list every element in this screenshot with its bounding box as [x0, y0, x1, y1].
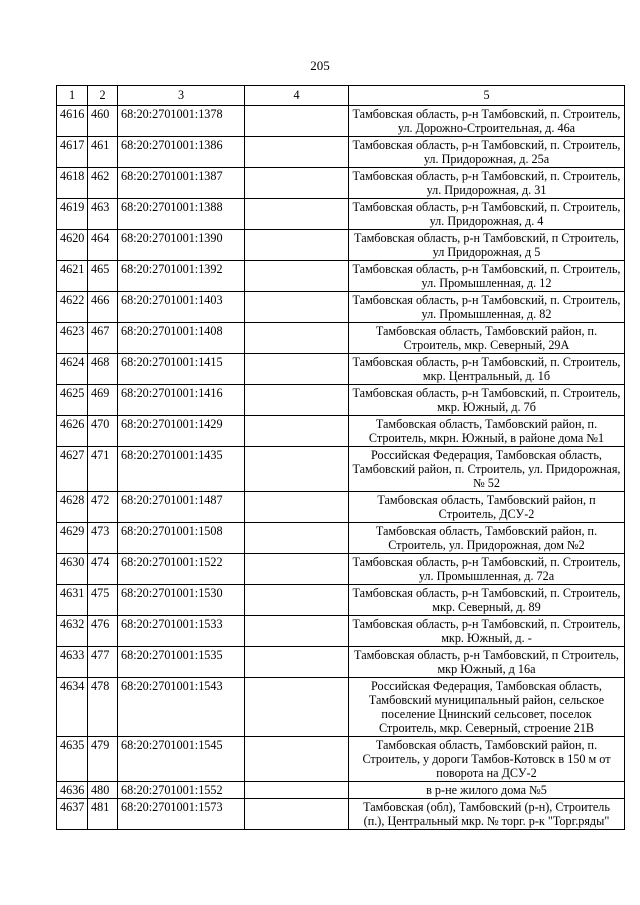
address-cell: Тамбовская область, р-н Тамбовский, п. Строитель, ул. Дорожно-Строительная, д. 46а: [349, 106, 625, 137]
row-number-cell: 4623: [57, 323, 88, 354]
column-4-cell: [245, 585, 349, 616]
row-number-cell: 4631: [57, 585, 88, 616]
address-cell: Тамбовская область, Тамбовский район, п. Строитель, у дороги Тамбов-Котовск в 150 м от поворота на ДСУ-2: [349, 737, 625, 782]
column-4-cell: [245, 385, 349, 416]
cadastral-number-cell: 68:20:2701001:1545: [118, 737, 245, 782]
column-header-2: 2: [88, 86, 118, 106]
address-cell: Тамбовская область, р-н Тамбовский, п. Строитель, мкр. Центральный, д. 1б: [349, 354, 625, 385]
row-subnumber-cell: 462: [88, 168, 118, 199]
address-cell: Тамбовская область, р-н Тамбовский, п. Строитель, ул. Придорожная, д. 25а: [349, 137, 625, 168]
address-cell: Тамбовская область, р-н Тамбовский, п. Строитель, мкр. Южный, д. 7б: [349, 385, 625, 416]
address-cell: Тамбовская область, р-н Тамбовский, п. Строитель, ул. Придорожная, д. 4: [349, 199, 625, 230]
column-4-cell: [245, 737, 349, 782]
address-cell: Тамбовская область, р-н Тамбовский, п Строитель, мкр Южный, д 16а: [349, 647, 625, 678]
table-row: [57, 385, 625, 416]
cadastral-number-cell: 68:20:2701001:1552: [118, 782, 245, 799]
column-4-cell: [245, 782, 349, 799]
address-cell: Тамбовская область, р-н Тамбовский, п. Строитель, ул. Придорожная, д. 31: [349, 168, 625, 199]
column-header-3: 3: [118, 86, 245, 106]
cadastral-number-cell: 68:20:2701001:1543: [118, 678, 245, 737]
row-subnumber-cell: 461: [88, 137, 118, 168]
address-cell: Тамбовская область, Тамбовский район, п Строитель, ДСУ-2: [349, 492, 625, 523]
address-cell: в р-не жилого дома №5: [349, 782, 625, 799]
address-cell: Тамбовская (обл), Тамбовский (р-н), Строитель (п.), Центральный мкр. № торг. р-к "Торг.ряды": [349, 799, 625, 830]
column-4-cell: [245, 492, 349, 523]
table-row: [57, 492, 625, 523]
cadastral-number-cell: 68:20:2701001:1378: [118, 106, 245, 137]
cadastral-number-cell: 68:20:2701001:1390: [118, 230, 245, 261]
table-body: [57, 106, 625, 830]
cadastral-number-cell: 68:20:2701001:1530: [118, 585, 245, 616]
row-subnumber-cell: 481: [88, 799, 118, 830]
table-row: [57, 737, 625, 782]
cadastral-number-cell: 68:20:2701001:1522: [118, 554, 245, 585]
column-header-5: 5: [349, 86, 625, 106]
cadastral-number-cell: 68:20:2701001:1487: [118, 492, 245, 523]
row-number-cell: 4626: [57, 416, 88, 447]
row-subnumber-cell: 469: [88, 385, 118, 416]
column-4-cell: [245, 616, 349, 647]
row-subnumber-cell: 472: [88, 492, 118, 523]
row-number-cell: 4628: [57, 492, 88, 523]
cadastral-number-cell: 68:20:2701001:1533: [118, 616, 245, 647]
address-cell: Тамбовская область, р-н Тамбовский, п Строитель, ул Придорожная, д 5: [349, 230, 625, 261]
cadastral-number-cell: 68:20:2701001:1415: [118, 354, 245, 385]
row-subnumber-cell: 471: [88, 447, 118, 492]
row-subnumber-cell: 463: [88, 199, 118, 230]
column-4-cell: [245, 678, 349, 737]
table-row: [57, 261, 625, 292]
cadastral-number-cell: 68:20:2701001:1386: [118, 137, 245, 168]
address-cell: Тамбовская область, Тамбовский район, п. Строитель, ул. Придорожная, дом №2: [349, 523, 625, 554]
registry-table: [56, 85, 625, 830]
row-subnumber-cell: 479: [88, 737, 118, 782]
row-subnumber-cell: 460: [88, 106, 118, 137]
column-4-cell: [245, 323, 349, 354]
row-subnumber-cell: 478: [88, 678, 118, 737]
table-row: [57, 616, 625, 647]
row-subnumber-cell: 477: [88, 647, 118, 678]
address-cell: Тамбовская область, р-н Тамбовский, п. Строитель, ул. Промышленная, д. 72а: [349, 554, 625, 585]
row-number-cell: 4619: [57, 199, 88, 230]
cadastral-number-cell: 68:20:2701001:1535: [118, 647, 245, 678]
table-row: [57, 137, 625, 168]
table-row: [57, 554, 625, 585]
address-cell: Тамбовская область, Тамбовский район, п. Строитель, мкр. Северный, 29А: [349, 323, 625, 354]
column-4-cell: [245, 292, 349, 323]
column-4-cell: [245, 354, 349, 385]
address-cell: Тамбовская область, р-н Тамбовский, п. Строитель, мкр. Южный, д. -: [349, 616, 625, 647]
row-number-cell: 4636: [57, 782, 88, 799]
column-4-cell: [245, 106, 349, 137]
table-row: [57, 799, 625, 830]
row-number-cell: 4624: [57, 354, 88, 385]
column-4-cell: [245, 137, 349, 168]
column-4-cell: [245, 647, 349, 678]
address-cell: Российская Федерация, Тамбовская область, Тамбовский район, п. Строитель, ул. Придорожная, № 52: [349, 447, 625, 492]
row-subnumber-cell: 467: [88, 323, 118, 354]
column-4-cell: [245, 523, 349, 554]
cadastral-number-cell: 68:20:2701001:1403: [118, 292, 245, 323]
table-row: [57, 230, 625, 261]
address-cell: Российская Федерация, Тамбовская область, Тамбовский муниципальный район, сельское поселение Цнинский сельсовет, поселок Строитель, мкр. Северный, строение 21В: [349, 678, 625, 737]
column-4-cell: [245, 554, 349, 585]
row-subnumber-cell: 470: [88, 416, 118, 447]
row-number-cell: 4637: [57, 799, 88, 830]
table-row: [57, 678, 625, 737]
row-number-cell: 4633: [57, 647, 88, 678]
column-header-4: 4: [245, 86, 349, 106]
row-subnumber-cell: 474: [88, 554, 118, 585]
row-number-cell: 4627: [57, 447, 88, 492]
row-subnumber-cell: 476: [88, 616, 118, 647]
table-row: [57, 354, 625, 385]
column-4-cell: [245, 416, 349, 447]
cadastral-number-cell: 68:20:2701001:1388: [118, 199, 245, 230]
table-row: [57, 292, 625, 323]
row-subnumber-cell: 464: [88, 230, 118, 261]
cadastral-number-cell: 68:20:2701001:1573: [118, 799, 245, 830]
cadastral-number-cell: 68:20:2701001:1408: [118, 323, 245, 354]
column-4-cell: [245, 799, 349, 830]
column-4-cell: [245, 168, 349, 199]
row-number-cell: 4617: [57, 137, 88, 168]
cadastral-number-cell: 68:20:2701001:1429: [118, 416, 245, 447]
cadastral-number-cell: 68:20:2701001:1387: [118, 168, 245, 199]
cadastral-number-cell: 68:20:2701001:1416: [118, 385, 245, 416]
row-number-cell: 4632: [57, 616, 88, 647]
address-cell: Тамбовская область, р-н Тамбовский, п. Строитель, мкр. Северный, д. 89: [349, 585, 625, 616]
row-subnumber-cell: 475: [88, 585, 118, 616]
row-subnumber-cell: 465: [88, 261, 118, 292]
table-row: [57, 199, 625, 230]
address-cell: Тамбовская область, р-н Тамбовский, п. Строитель, ул. Промышленная, д. 12: [349, 261, 625, 292]
cadastral-number-cell: 68:20:2701001:1435: [118, 447, 245, 492]
row-number-cell: 4634: [57, 678, 88, 737]
row-number-cell: 4622: [57, 292, 88, 323]
table-row: [57, 168, 625, 199]
address-cell: Тамбовская область, р-н Тамбовский, п. Строитель, ул. Промышленная, д. 82: [349, 292, 625, 323]
row-number-cell: 4621: [57, 261, 88, 292]
table-header-row: [57, 86, 625, 106]
table-row: [57, 585, 625, 616]
table-row: [57, 647, 625, 678]
row-number-cell: 4625: [57, 385, 88, 416]
table-row: [57, 323, 625, 354]
column-4-cell: [245, 447, 349, 492]
table-row: [57, 447, 625, 492]
row-number-cell: 4618: [57, 168, 88, 199]
column-4-cell: [245, 230, 349, 261]
row-subnumber-cell: 468: [88, 354, 118, 385]
row-subnumber-cell: 473: [88, 523, 118, 554]
table-row: [57, 782, 625, 799]
row-subnumber-cell: 466: [88, 292, 118, 323]
table-row: [57, 106, 625, 137]
row-number-cell: 4635: [57, 737, 88, 782]
row-number-cell: 4616: [57, 106, 88, 137]
column-4-cell: [245, 261, 349, 292]
column-header-1: 1: [57, 86, 88, 106]
row-number-cell: 4620: [57, 230, 88, 261]
column-4-cell: [245, 199, 349, 230]
page-number: 205: [310, 58, 330, 73]
table-row: [57, 416, 625, 447]
row-subnumber-cell: 480: [88, 782, 118, 799]
cadastral-number-cell: 68:20:2701001:1392: [118, 261, 245, 292]
row-number-cell: 4630: [57, 554, 88, 585]
row-number-cell: 4629: [57, 523, 88, 554]
cadastral-number-cell: 68:20:2701001:1508: [118, 523, 245, 554]
address-cell: Тамбовская область, Тамбовский район, п. Строитель, мкрн. Южный, в районе дома №1: [349, 416, 625, 447]
table-row: [57, 523, 625, 554]
